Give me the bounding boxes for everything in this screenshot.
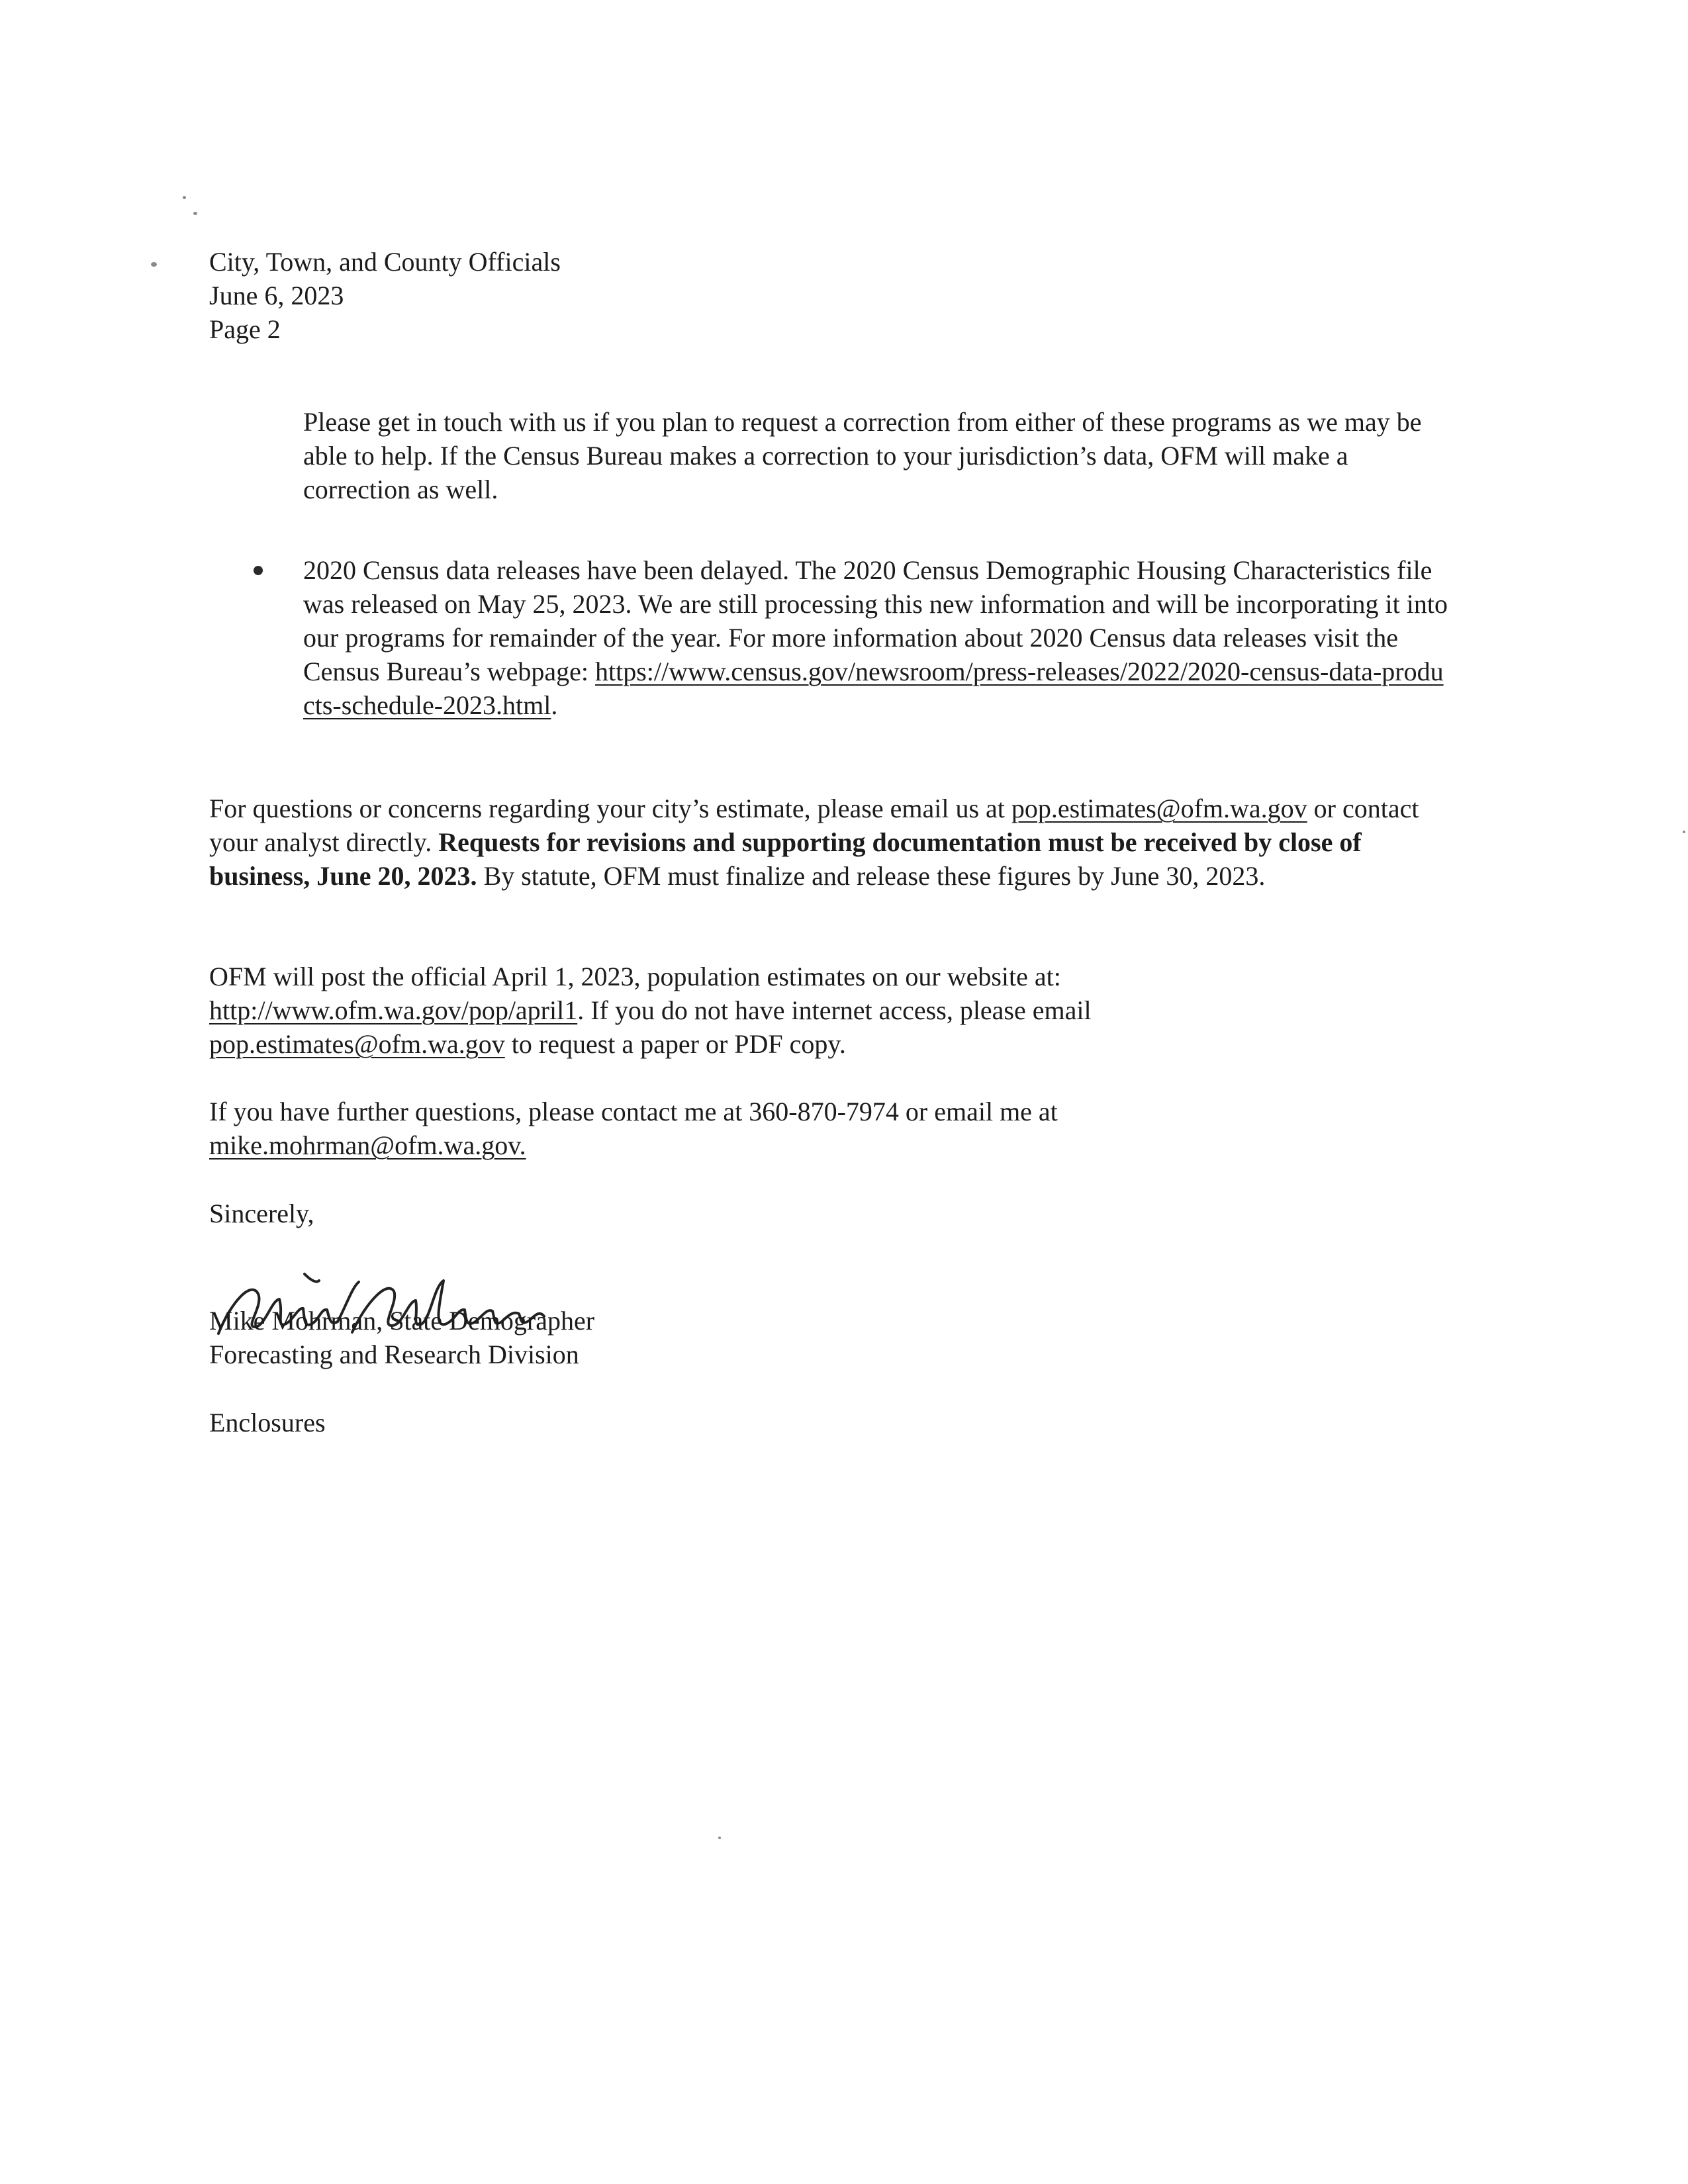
- further-text: If you have further questions, please contact me at 360-870-7974 or email me at: [209, 1097, 1058, 1126]
- signer-name-title: Mike Mohrman, State Demographer: [209, 1306, 595, 1336]
- scan-speck: [183, 196, 186, 199]
- mohrman-email-link[interactable]: mike.mohrman@ofm.wa.gov.: [209, 1130, 526, 1160]
- recipient-line: City, Town, and County Officials: [209, 247, 561, 277]
- questions-text-3: By statute, OFM must finalize and release these figures by June 30, 2023.: [483, 861, 1266, 891]
- letter-header: [209, 245, 1004, 346]
- signer-division: Forecasting and Research Division: [209, 1340, 579, 1369]
- scan-speck: [718, 1837, 721, 1839]
- website-post-paragraph: [209, 960, 1454, 1061]
- post-text-3: to request a paper or PDF copy.: [511, 1029, 846, 1059]
- census-link-period: .: [551, 690, 558, 720]
- scan-speck: [193, 212, 197, 215]
- questions-text-1: For questions or concerns regarding your city’s estimate, please email us at: [209, 794, 1005, 823]
- ofm-april1-link[interactable]: http://www.ofm.wa.gov/pop/april1: [209, 995, 578, 1025]
- census-schedule-link[interactable]: https://www.census.gov/newsroom/press-releases/2022/2020-census-data-products-schedule-2023.html: [303, 657, 1444, 720]
- post-text-2: . If you do not have internet access, please email: [577, 995, 1092, 1025]
- signature-block: [209, 1304, 1454, 1371]
- page-number: Page 2: [209, 314, 281, 344]
- scan-speck: [1683, 831, 1685, 833]
- salutation: Sincerely,: [209, 1199, 314, 1228]
- questions-text-2: or contact your analyst directly.: [209, 794, 1419, 857]
- bullet-icon: [254, 566, 263, 575]
- date-line: June 6, 2023: [209, 281, 344, 310]
- scan-speck: [151, 262, 157, 267]
- pop-estimates-email-link-2[interactable]: pop.estimates@ofm.wa.gov: [209, 1029, 505, 1059]
- correction-paragraph: Please get in touch with us if you plan to request a correction from either of these programs as we may be able to help. If the Census Bureau makes a correction to your jurisdiction’s data, OFM will make a correction as well.: [303, 407, 1422, 504]
- revision-deadline-notice: Requests for revisions and supporting documentation must be received by close of business, June 20, 2023.: [209, 827, 1362, 891]
- census-bullet-item: [303, 553, 1448, 722]
- census-bullet-text: 2020 Census data releases have been delayed. The 2020 Census Demographic Housing Characteristics file was released on May 25, 2023. We are still processing this new information and will be incorporating it into our programs for remainder of the year. For more information about 2020 Census data releases visit the Census Bureau’s webpage:: [303, 555, 1448, 686]
- further-questions-paragraph: [209, 1095, 1454, 1162]
- enclosures-label: Enclosures: [209, 1408, 326, 1437]
- questions-paragraph: [209, 792, 1454, 893]
- pop-estimates-email-link[interactable]: pop.estimates@ofm.wa.gov: [1011, 794, 1307, 823]
- post-text-1: OFM will post the official April 1, 2023, population estimates on our website at:: [209, 962, 1061, 991]
